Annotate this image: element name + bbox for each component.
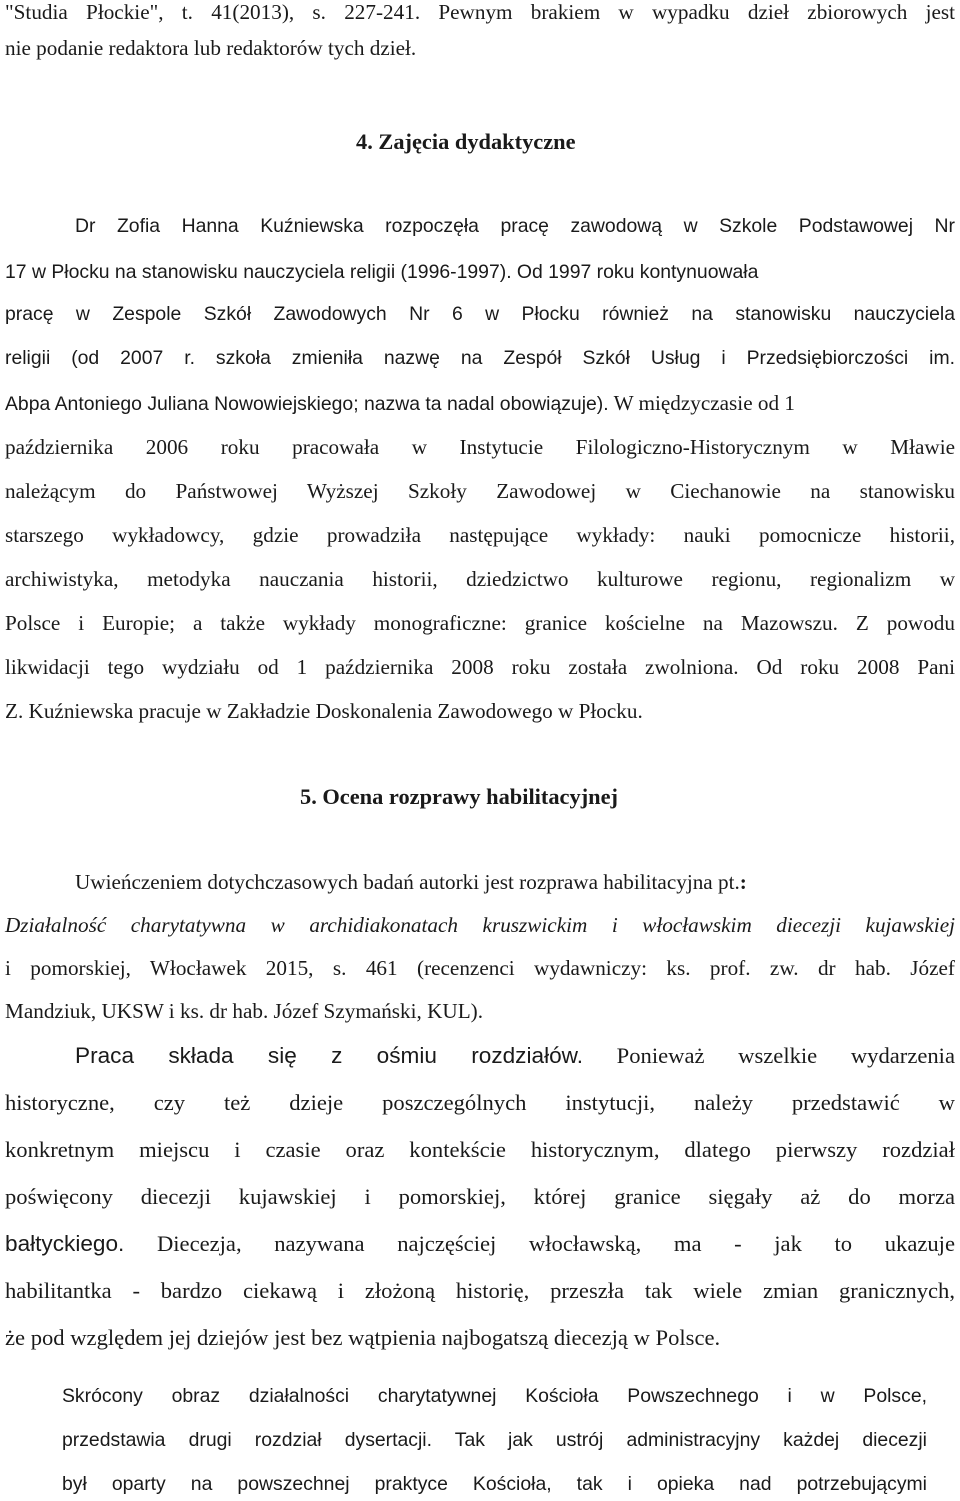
text-line <box>5 1233 955 1256</box>
text-run: Abpa Antoniego Juliana Nowowiejskiego; nazwa ta nadal obowiązuje). <box>5 393 609 415</box>
text-line: października 2006 roku pracowała w Instytucie Filologiczno-Historycznym w Mławie <box>5 435 955 459</box>
text-run: Od 1997 roku kontynuowała <box>516 261 759 283</box>
text-line: i pomorskiej, Włocławek 2015, s. 461 (recenzenci wydawniczy: ks. prof. zw. dr hab. Józef <box>5 956 955 980</box>
text-line: należącym do Państwowej Wyższej Szkoły Zawodowej w Ciechanowie na stanowisku <box>5 479 955 503</box>
text-line: konkretnym miejscu i czasie oraz kontekście historycznym, dlatego pierwszy rozdział <box>5 1137 955 1162</box>
text-line: Skrócony obraz działalności charytatywnej Kościoła Powszechnego i w Polsce, <box>62 1385 927 1407</box>
text-line <box>5 393 955 414</box>
text-line: Z. Kuźniewska pracuje w Zakładzie Doskonalenia Zawodowego w Płocku. <box>5 699 643 723</box>
text-line: że pod względem jej dziejów jest bez wątpienia najbogatszą diecezją w Polsce. <box>5 1325 721 1350</box>
section-heading: 4. Zajęcia dydaktyczne <box>356 129 576 154</box>
text-line: "Studia Płockie", t. 41(2013), s. 227-241. Pewnym brakiem w wypadku dzieł zbiorowych jest <box>5 0 955 24</box>
section-heading: 5. Ocena rozprawy habilitacyjnej <box>300 784 618 809</box>
text-run: Ponieważ wszelkie wydarzenia <box>583 1043 955 1068</box>
text-run: Diecezja, nazywana najczęściej włocławską, ma - jak to ukazuje <box>124 1231 955 1256</box>
text-line: historyczne, czy też dzieje poszczególnych instytucji, należy przedstawić w <box>5 1090 955 1115</box>
text-line <box>5 261 955 282</box>
text-line: Mandziuk, UKSW i ks. dr hab. Józef Szymański, KUL). <box>5 999 484 1023</box>
text-line: pracę w Zespole Szkół Zawodowych Nr 6 w Płocku również na stanowisku nauczyciela <box>5 303 955 325</box>
text-line: archiwistyka, metodyka nauczania historii, dziedzictwo kulturowe regionu, regionalizm w <box>5 567 955 591</box>
text-line: starszego wykładowcy, gdzie prowadziła następujące wykłady: nauki pomocnicze historii, <box>5 523 955 547</box>
text-run: 17 w Płocku na stanowisku nauczyciela religii (1996-1997). <box>5 261 512 283</box>
text-line: Polsce i Europie; a także wykłady monograficzne: granice kościelne na Mazowszu. Z powodu <box>5 611 955 635</box>
text-line: był oparty na powszechnej praktyce Kościoła, tak i opieka nad potrzebującymi <box>62 1473 927 1495</box>
text-line <box>75 872 955 893</box>
text-line: Dr Zofia Hanna Kuźniewska rozpoczęła pracę zawodową w Szkole Podstawowej Nr <box>75 215 955 237</box>
text-line: likwidacji tego wydziału od 1 października 2008 roku została zwolniona. Od roku 2008 Pani <box>5 655 955 679</box>
text-line: poświęcony diecezji kujawskiej i pomorskiej, której granice sięgały aż do morza <box>5 1184 955 1209</box>
text-run: : <box>739 870 747 894</box>
text-run: W międzyczasie od 1 <box>608 391 795 415</box>
text-line <box>75 1045 955 1068</box>
text-line: habilitantka - bardzo ciekawą i złożoną historię, przeszła tak wiele zmian granicznych, <box>5 1278 955 1303</box>
text-run: Uwieńczeniem dotychczasowych badań autorki jest rozprawa habilitacyjna pt. <box>75 870 740 894</box>
text-line: religii (od 2007 r. szkoła zmieniła nazwę na Zespół Szkół Usług i Przedsiębiorczości im. <box>5 347 955 369</box>
book-title: Działalność charytatywna w archidiakonatach kruszwickim i włocławskim diecezji kujawskiej <box>5 913 955 937</box>
text-run: Praca składa się z ośmiu rozdziałów. <box>75 1043 583 1068</box>
text-line: nie podanie redaktora lub redaktorów tych dzieł. <box>5 36 417 60</box>
text-run: bałtyckiego. <box>5 1231 125 1256</box>
text-line: przedstawia drugi rozdział dysertacji. Tak jak ustrój administracyjny każdej diecezji <box>62 1429 927 1451</box>
